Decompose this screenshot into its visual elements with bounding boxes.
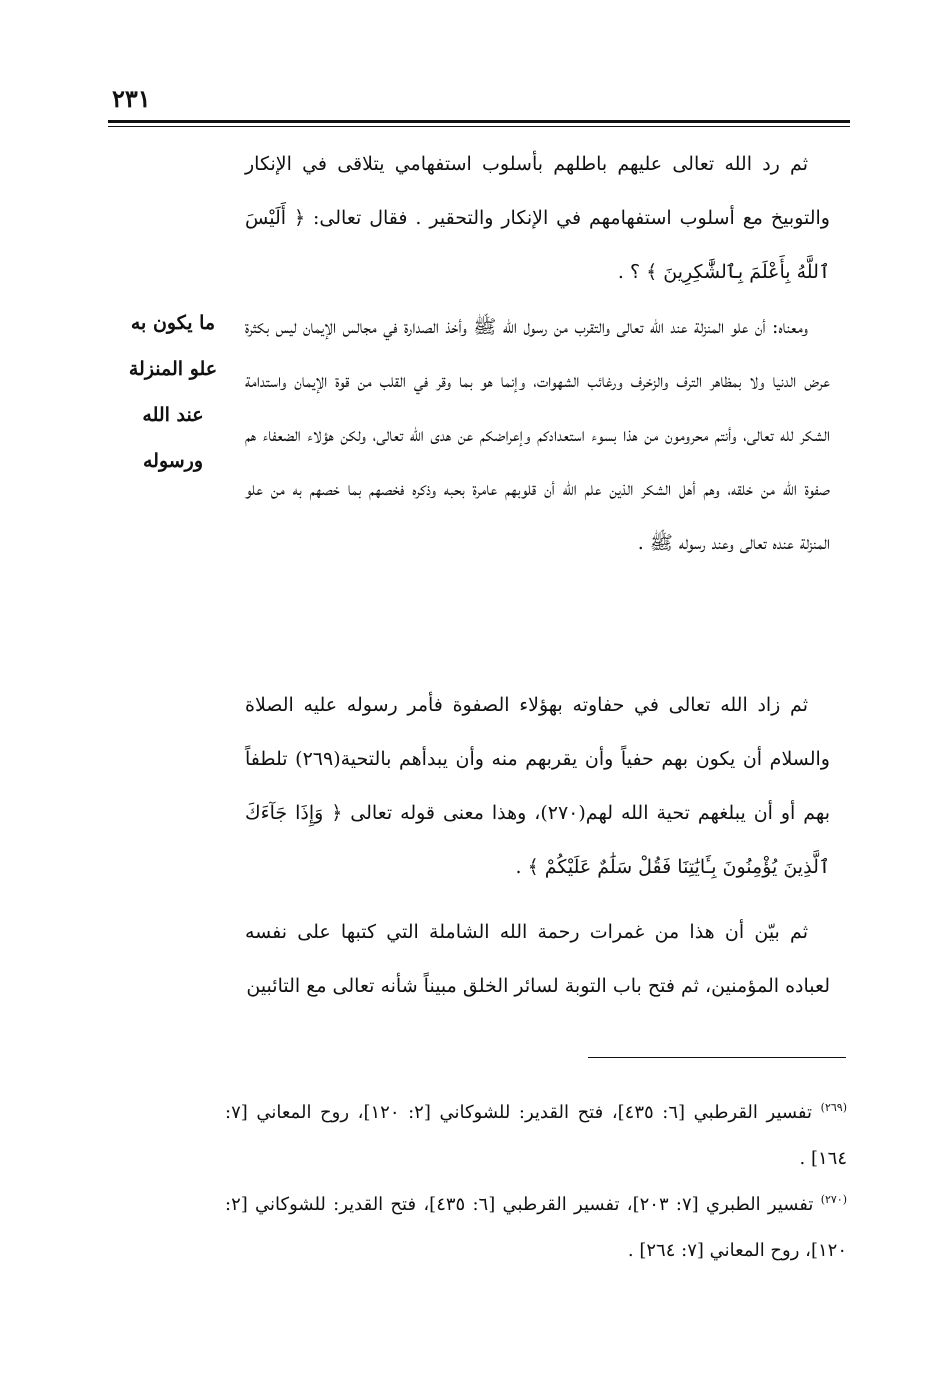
footnotes [225,1090,847,1274]
paragraph-3: ثم زاد الله تعالى في حفاوته بهؤلاء الصفوة فأمر رسوله عليه الصلاة والسلام أن يكون بهم حفياً وأن يقربهم منه وأن يبدأهم بالتحية(٢٦٩) تلطفاً بهم أو أن يبلغهم تحية الله لهم(٢٧٠)، وهذا معنى قوله تعالى ﴿ وَإِذَا جَآءَكَ ٱلَّذِينَ يُؤْمِنُونَ بِـَٔايَٰتِنَا فَقُلْ سَلَٰمٌ عَلَيْكُمْ ﴾ . [245,694,830,878]
paragraph-4: ثم بيّن أن هذا من غمرات رحمة الله الشاملة التي كتبها على نفسه لعباده المؤمنين، ثم فتح باب التوبة لسائر الخلق مبيناً شأنه تعالى مع التائبين [245,921,830,997]
margin-note: ما يكون به علو المنزلة عند الله ورسوله [128,312,218,472]
page-number: ٢٣١ [112,84,151,113]
header-rule-thin [108,126,850,127]
footnote-text: تفسير الطبري [٧: ٢٠٣]، تفسير القرطبي [٦: ٤٣٥]، فتح القدير: للشوكاني [٢: ١٢٠]، روح المعاني [٧: ٢٦٤] . [225,1194,847,1261]
footnote-marker: (٢٧٠) [820,1193,848,1206]
footnote-separator [588,1057,846,1058]
footnote-text: تفسير القرطبي [٦: ٤٣٥]، فتح القدير: للشوكاني [٢: ١٢٠]، روح المعاني [٧: ١٦٤] . [225,1102,847,1169]
paragraph-2: ومعناه: أن علو المنزلة عند الله تعالى والتقرب من رسول الله ﷺ وأخذ الصدارة في مجالس الإيمان ليس بكثرة عرض الدنيا ولا بمظاهر الترف والزخرف ورغائب الشهوات، وإنما هو بما وقر في القلب من قوة الإيمان واستدامة الشكر لله تعالى، وأنتم محرومون من هذا بسوء استعدادكم وإعراضكم عن هدى الله تعالى، ولكن هؤلاء الضعفاء هم صفوة الله من خلقه، وهم أهل الشكر الذين علم الله أن قلوبهم عامرة بحبه وذكره فخصهم بما خصهم به من علو المنزلة عنده تعالى وعند رسوله ﷺ . [245,316,830,554]
footnote-marker: (٢٦٩) [820,1101,847,1114]
header-rule-thick [108,120,850,123]
footnote-270 [225,1182,847,1274]
paragraph-1: ثم رد الله تعالى عليهم باطلهم بأسلوب استفهامي يتلاقى في الإنكار والتوبيخ مع أسلوب استفهامهم في الإنكار والتحقير . فقال تعالى: ﴿ أَلَيْسَ ٱللَّهُ بِأَعْلَمَ بِٱلشَّٰكِرِينَ ﴾ ؟ . [245,153,830,283]
footnote-269 [225,1090,847,1182]
